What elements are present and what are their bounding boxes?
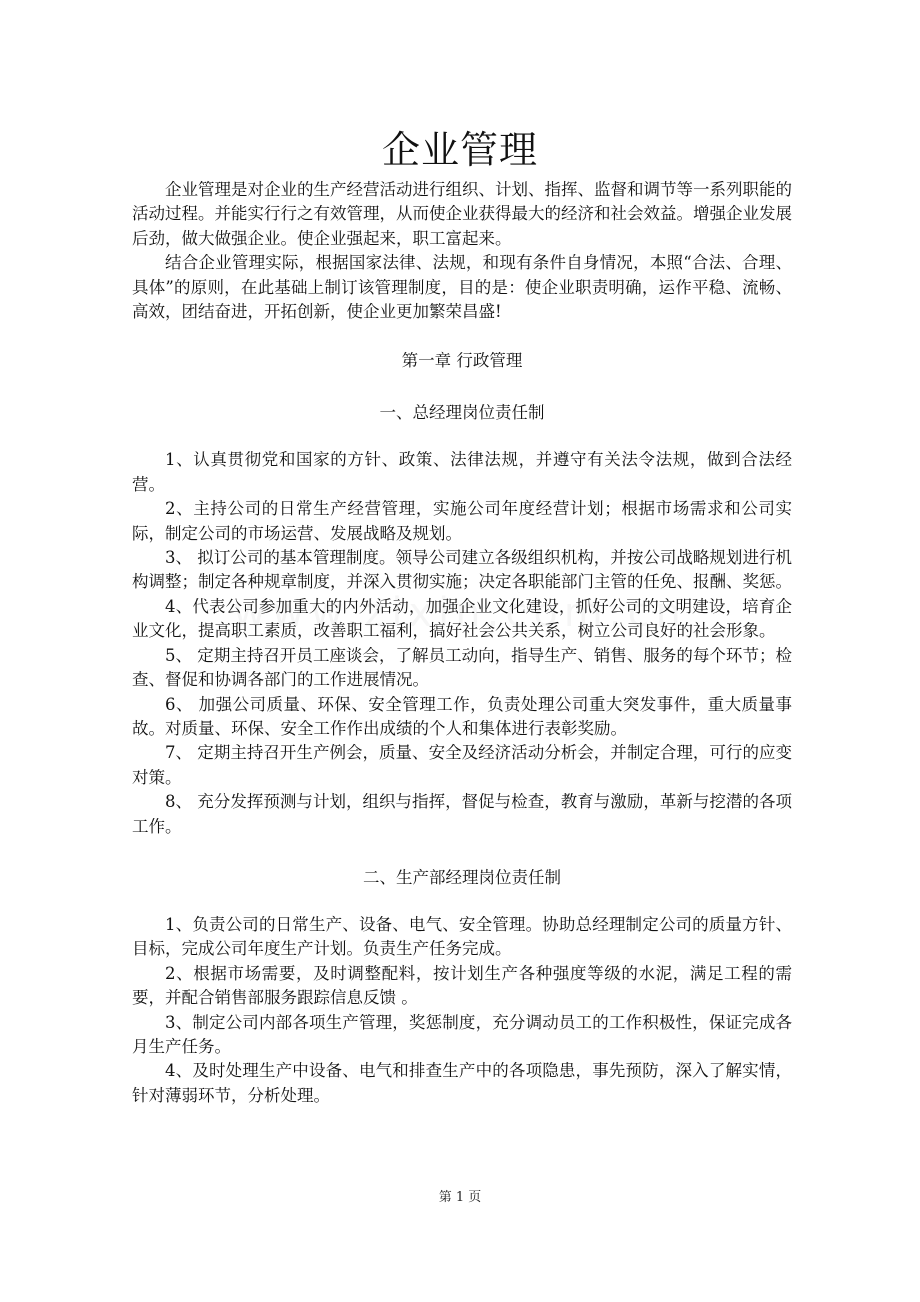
- section-heading: 一、总经理岗位责任制: [379, 403, 545, 423]
- list-item: 2、主持公司的日常生产经营管理，实施公司年度经营计划；根据市场需求和公司实际，制定公司的市场运营、发展战略及规划。: [132, 499, 792, 543]
- chapter-heading: 第一章 行政管理: [401, 351, 523, 371]
- page-number: 第 1 页: [438, 1190, 482, 1205]
- document-title: 企业管理: [381, 128, 538, 172]
- list-item: 4、及时处理生产中设备、电气和排查生产中的各项隐患，事先预防，深入了解实情，针对薄弱环节，分析处理。: [132, 1061, 792, 1105]
- section-heading: 二、生产部经理岗位责任制: [363, 867, 561, 887]
- list-item: 7、 定期主持召开生产例会，质量、安全及经济活动分析会，并制定合理，可行的应变对策。: [132, 743, 792, 787]
- list-item: 1、认真贯彻党和国家的方针、政策、法律法规，并遵守有关法令法规，做到合法经营。: [132, 450, 792, 494]
- list-item: 6、 加强公司质量、环保、安全管理工作，负责处理公司重大突发事件，重大质量事故。对质量、环保、安全工作作出成绩的个人和集体进行表彰奖励。: [132, 694, 792, 738]
- list-item: 2、根据市场需要，及时调整配料，按计划生产各种强度等级的水泥，满足工程的需要，并配合销售部服务跟踪信息反馈 。: [132, 963, 792, 1008]
- list-item: 5、 定期主持召开员工座谈会，了解员工动向，指导生产、销售、服务的每个环节；检查、督促和协调各部门的工作进展情况。: [132, 645, 792, 690]
- intro-paragraph: 企业管理是对企业的生产经营活动进行组织、计划、指挥、监督和调节等一系列职能的活动过程。并能实行行之有效管理，从而使企业获得最大的经济和社会效益。增强企业发展后劲，做大做强企业。使企业强起来，职工富起来。: [132, 180, 792, 248]
- list-item: 8、 充分发挥预测与计划，组织与指挥，督促与检查，教育与激励，革新与挖潜的各项工作。: [132, 792, 792, 836]
- list-item: 1、负责公司的日常生产、设备、电气、安全管理。协助总经理制定公司的质量方针、目标，完成公司年度生产计划。负责生产任务完成。: [132, 914, 792, 959]
- intro-paragraph: 结合企业管理实际，根据国家法律、法规，和现有条件自身情况，本照“合法、合理、具体”的原则，在此基础上制订该管理制度，目的是：使企业职责明确，运作平稳、流畅、高效，团结奋进，开拓创新，使企业更加繁荣昌盛!: [132, 253, 792, 322]
- document-body: [132, 178, 792, 1108]
- list-item: 4、代表公司参加重大的内外活动，加强企业文化建设，抓好公司的文明建设，培育企业文化，提高职工素质，改善职工福利，搞好社会公共关系，树立公司良好的社会形象。: [132, 596, 792, 641]
- list-item: 3、制定公司内部各项生产管理，奖惩制度，充分调动员工的工作积极性，保证完成各月生产任务。: [132, 1012, 792, 1056]
- list-item: 3、 拟订公司的基本管理制度。领导公司建立各级组织机构，并按公司战略规划进行机构调整；制定各种规章制度，并深入贯彻实施；决定各职能部门主管的任免、报酬、奖惩。: [132, 548, 792, 592]
